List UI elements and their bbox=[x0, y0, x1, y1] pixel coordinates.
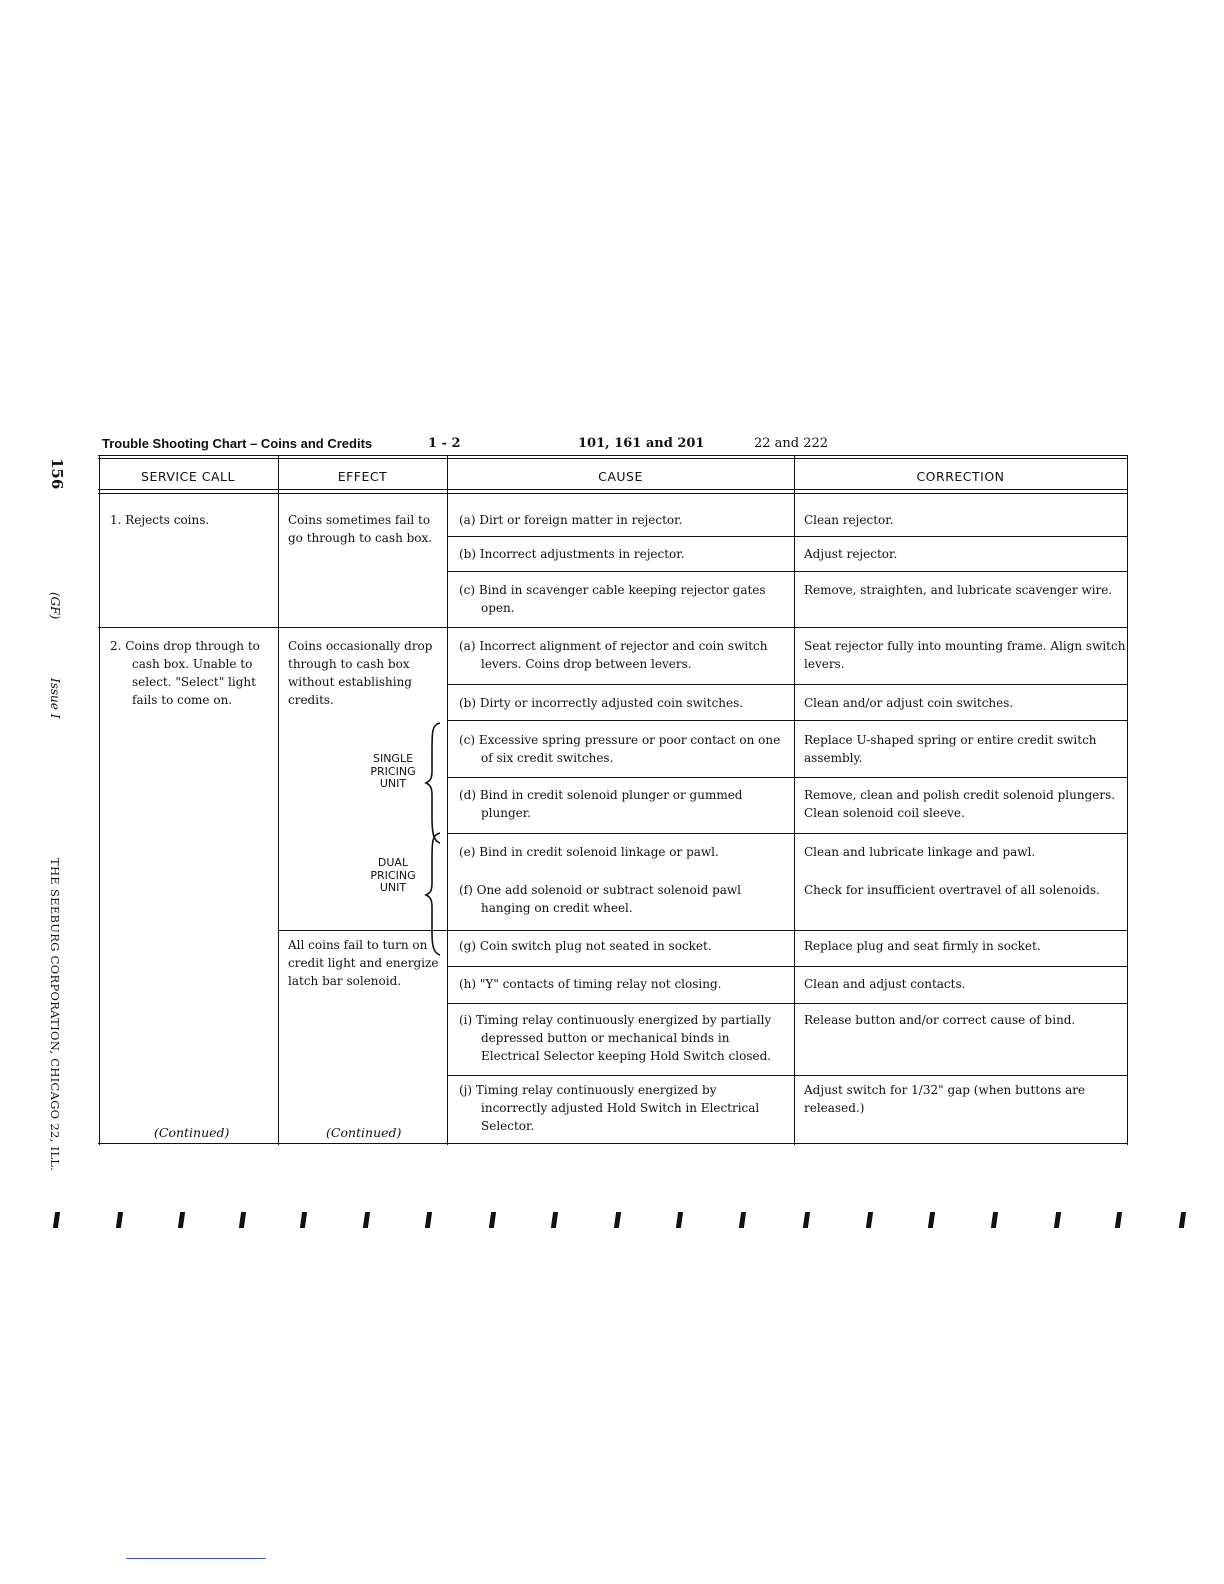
binder-mark bbox=[866, 1212, 873, 1228]
binder-mark bbox=[363, 1212, 370, 1228]
document-code: (GF) bbox=[48, 592, 62, 620]
binder-mark bbox=[803, 1212, 810, 1228]
issue-label: Issue I bbox=[48, 678, 62, 719]
effect-divider bbox=[278, 930, 1128, 931]
continued-label-effect: (Continued) bbox=[326, 1125, 402, 1140]
column-divider-2 bbox=[447, 455, 448, 1145]
correction-2h: Clean and adjust contacts. bbox=[804, 977, 966, 991]
binder-mark bbox=[991, 1212, 998, 1228]
correction-2b: Clean and/or adjust coin switches. bbox=[804, 696, 1014, 710]
cause-2g: (g) Coin switch plug not seated in socket. bbox=[459, 939, 712, 953]
binder-mark bbox=[489, 1212, 496, 1228]
row-divider bbox=[447, 966, 1128, 967]
company-name: THE SEEBURG CORPORATION, CHICAGO 22, ILL. bbox=[48, 858, 62, 1172]
cause-1a: (a) Dirt or foreign matter in rejector. bbox=[459, 513, 683, 527]
binder-mark bbox=[928, 1212, 935, 1228]
model-numbers: 101, 161 and 201 bbox=[578, 436, 705, 451]
continued-label-service-call: (Continued) bbox=[154, 1125, 230, 1140]
row-divider bbox=[447, 1003, 1128, 1004]
binder-mark bbox=[739, 1212, 746, 1228]
table-border-top bbox=[98, 455, 1128, 456]
column-header-service-call: SERVICE CALL bbox=[141, 469, 235, 484]
row-divider bbox=[447, 571, 1128, 572]
cause-2j: (j) Timing relay continuously energized by incorrectly adjusted Hold Switch in Electrical Selector. bbox=[459, 1083, 760, 1133]
header-rule bbox=[98, 489, 1128, 490]
binder-mark bbox=[53, 1212, 60, 1228]
row-divider bbox=[447, 720, 1128, 721]
effect-3: All coins fail to turn on credit light and energize latch bar solenoid. bbox=[288, 938, 439, 988]
service-call-divider bbox=[98, 627, 1128, 628]
binder-mark bbox=[425, 1212, 432, 1228]
correction-2f: Check for insufficient overtravel of all solenoids. bbox=[804, 883, 1100, 897]
service-call-2 bbox=[110, 637, 270, 709]
correction-1b: Adjust rejector. bbox=[804, 547, 898, 561]
correction-1c: Remove, straighten, and lubricate scavenger wire. bbox=[804, 583, 1113, 597]
binder-mark bbox=[1054, 1212, 1061, 1228]
single-pricing-unit-label: SINGLE PRICING UNIT bbox=[370, 752, 416, 790]
correction-1a: Clean rejector. bbox=[804, 513, 894, 527]
cause-2b: (b) Dirty or incorrectly adjusted coin switches. bbox=[459, 696, 744, 710]
cause-1b: (b) Incorrect adjustments in rejector. bbox=[459, 547, 685, 561]
dual-pricing-unit-label: DUAL PRICING UNIT bbox=[370, 856, 416, 894]
header-rule-inner bbox=[98, 493, 1128, 494]
correction-2g: Replace plug and seat firmly in socket. bbox=[804, 939, 1041, 953]
row-divider bbox=[447, 777, 1128, 778]
binder-mark bbox=[551, 1212, 558, 1228]
correction-2e: Clean and lubricate linkage and pawl. bbox=[804, 845, 1036, 859]
binder-mark bbox=[1179, 1212, 1186, 1228]
correction-2i: Release button and/or correct cause of bind. bbox=[804, 1013, 1076, 1027]
table-border-right bbox=[1127, 455, 1128, 1145]
column-divider-1 bbox=[278, 455, 279, 1145]
cause-2c: (c) Excessive spring pressure or poor contact on one of six credit switches. bbox=[459, 733, 781, 765]
column-header-effect: EFFECT bbox=[337, 469, 388, 484]
correction-2d: Remove, clean and polish credit solenoid plungers. Clean solenoid coil sleeve. bbox=[804, 788, 1116, 820]
cause-2f: (f) One add solenoid or subtract solenoid pawl hanging on credit wheel. bbox=[459, 883, 742, 915]
row-divider bbox=[447, 536, 1128, 537]
cause-2e: (e) Bind in credit solenoid linkage or pawl. bbox=[459, 845, 719, 859]
column-divider-3 bbox=[794, 455, 795, 1145]
section-number: 1 - 2 bbox=[428, 436, 461, 451]
row-divider bbox=[447, 1075, 1128, 1076]
binder-mark bbox=[676, 1212, 683, 1228]
cause-1c: (c) Bind in scavenger cable keeping rejector gates open. bbox=[459, 583, 766, 615]
row-divider bbox=[447, 833, 1128, 834]
binder-mark bbox=[116, 1212, 123, 1228]
pricing-unit-braces bbox=[424, 721, 444, 973]
column-header-correction: CORRECTION bbox=[916, 469, 1005, 484]
table-border-top-inner bbox=[98, 458, 1128, 459]
service-call-1: 1. Rejects coins. bbox=[110, 513, 210, 527]
row-divider bbox=[447, 684, 1128, 685]
effect-2: Coins occasionally drop through to cash box without establishing credits. bbox=[288, 639, 433, 707]
binder-mark bbox=[1115, 1212, 1122, 1228]
binder-mark bbox=[178, 1212, 185, 1228]
cause-2a: (a) Incorrect alignment of rejector and coin switch levers. Coins drop between levers. bbox=[459, 639, 768, 671]
trouble-shooting-table bbox=[98, 455, 1128, 1145]
footer-rule bbox=[126, 1558, 266, 1559]
cause-2h: (h) "Y" contacts of timing relay not closing. bbox=[459, 977, 722, 991]
correction-2a: Seat rejector fully into mounting frame. Align switch levers. bbox=[804, 639, 1126, 671]
table-border-left bbox=[99, 455, 100, 1145]
binder-mark bbox=[239, 1212, 246, 1228]
correction-2j: Adjust switch for 1/32" gap (when buttons are released.) bbox=[804, 1083, 1086, 1115]
column-header-cause: CAUSE bbox=[598, 469, 643, 484]
cause-2i: (i) Timing relay continuously energized by partially depressed button or mechanical binds in Electrical Selector keeping Hold Switch closed. bbox=[459, 1013, 772, 1063]
effect-1: Coins sometimes fail to go through to cash box. bbox=[288, 513, 433, 545]
binder-mark bbox=[614, 1212, 621, 1228]
service-call-2-text: 2. Coins drop through to cash box. Unable to select. "Select" light fails to come on. bbox=[110, 639, 260, 707]
correction-2c: Replace U-shaped spring or entire credit switch assembly. bbox=[804, 733, 1097, 765]
table-border-bottom bbox=[98, 1143, 1128, 1144]
page-number: 156 bbox=[48, 458, 66, 490]
model-numbers-secondary: 22 and 222 bbox=[754, 436, 829, 451]
cause-2d: (d) Bind in credit solenoid plunger or gummed plunger. bbox=[459, 788, 743, 820]
chart-title: Trouble Shooting Chart – Coins and Credits bbox=[102, 436, 373, 451]
binder-marks bbox=[40, 1212, 1190, 1234]
binder-mark bbox=[300, 1212, 307, 1228]
